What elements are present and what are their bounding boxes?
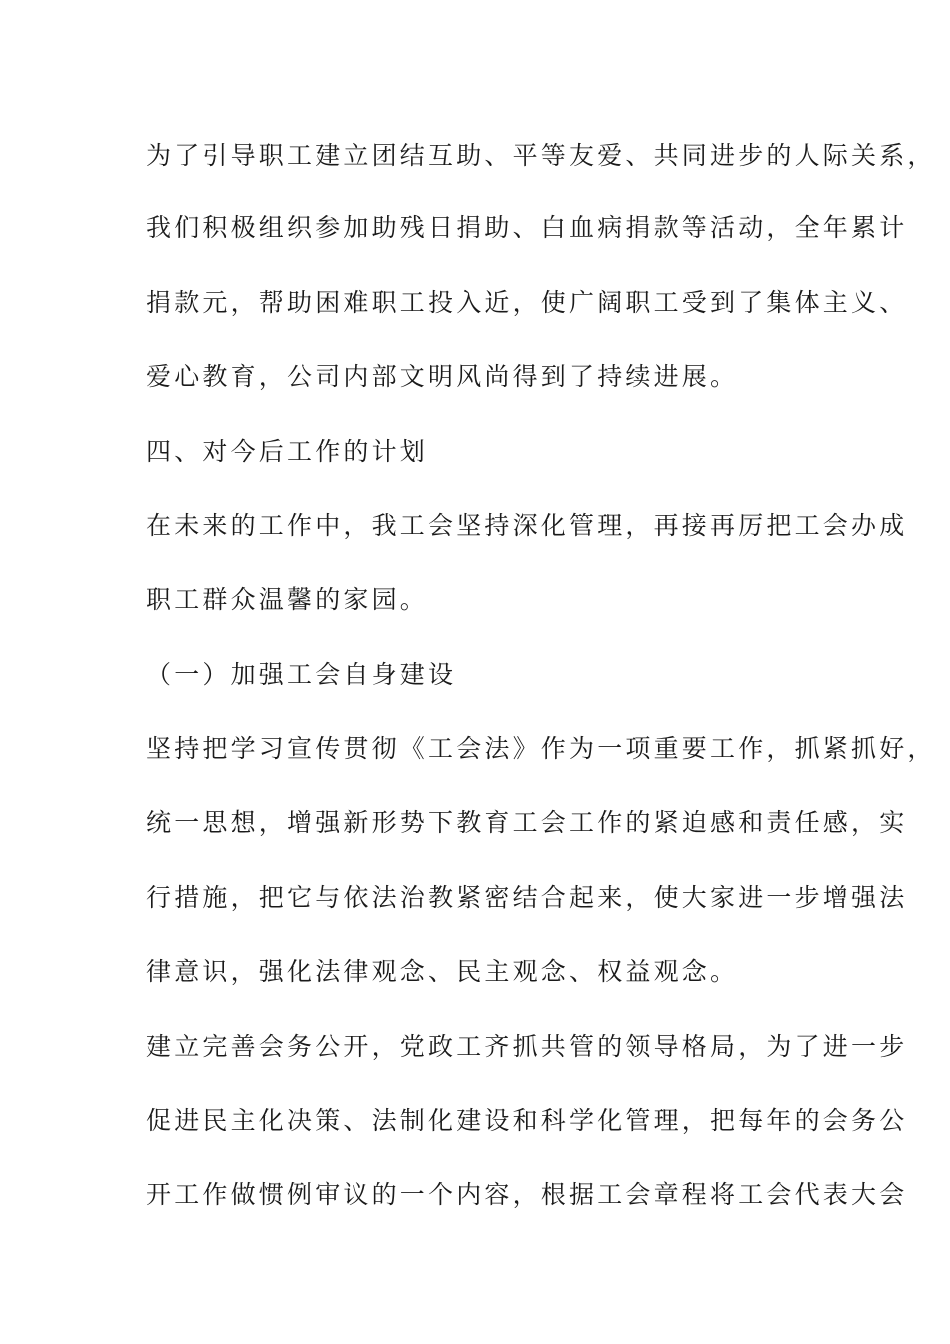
paragraph-line: 律意识，强化法律观念、民主观念、权益观念。: [146, 957, 739, 986]
paragraph-line: 行措施，把它与依法治教紧密结合起来，使大家进一步增强法: [146, 883, 908, 912]
paragraph-line: 爱心教育，公司内部文明风尚得到了持续进展。: [146, 362, 739, 391]
paragraph-line: 开工作做惯例审议的一个内容，根据工会章程将工会代表大会: [146, 1180, 908, 1209]
paragraph-line: 在未来的工作中，我工会坚持深化管理，再接再厉把工会办成: [146, 511, 908, 540]
paragraph-line: 促进民主化决策、法制化建设和科学化管理，把每年的会务公: [146, 1106, 908, 1135]
paragraph-line: 职工群众温馨的家园。: [146, 585, 429, 614]
paragraph-line: 坚持把学习宣传贯彻《工会法》作为一项重要工作，抓紧抓好，: [146, 734, 936, 763]
section-heading: 四、对今后工作的计划: [146, 437, 429, 466]
paragraph-line: 统一思想，增强新形势下教育工会工作的紧迫感和责任感，实: [146, 808, 908, 837]
paragraph-line: 捐款元，帮助困难职工投入近，使广阔职工受到了集体主义、: [146, 288, 908, 317]
subsection-heading: （一）加强工会自身建设: [146, 660, 457, 689]
paragraph-line: 建立完善会务公开，党政工齐抓共管的领导格局，为了进一步: [146, 1032, 908, 1061]
paragraph-line: 为了引导职工建立团结互助、平等友爱、共同进步的人际关系，: [146, 141, 936, 170]
paragraph-line: 我们积极组织参加助残日捐助、白血病捐款等活动，全年累计: [146, 213, 908, 242]
